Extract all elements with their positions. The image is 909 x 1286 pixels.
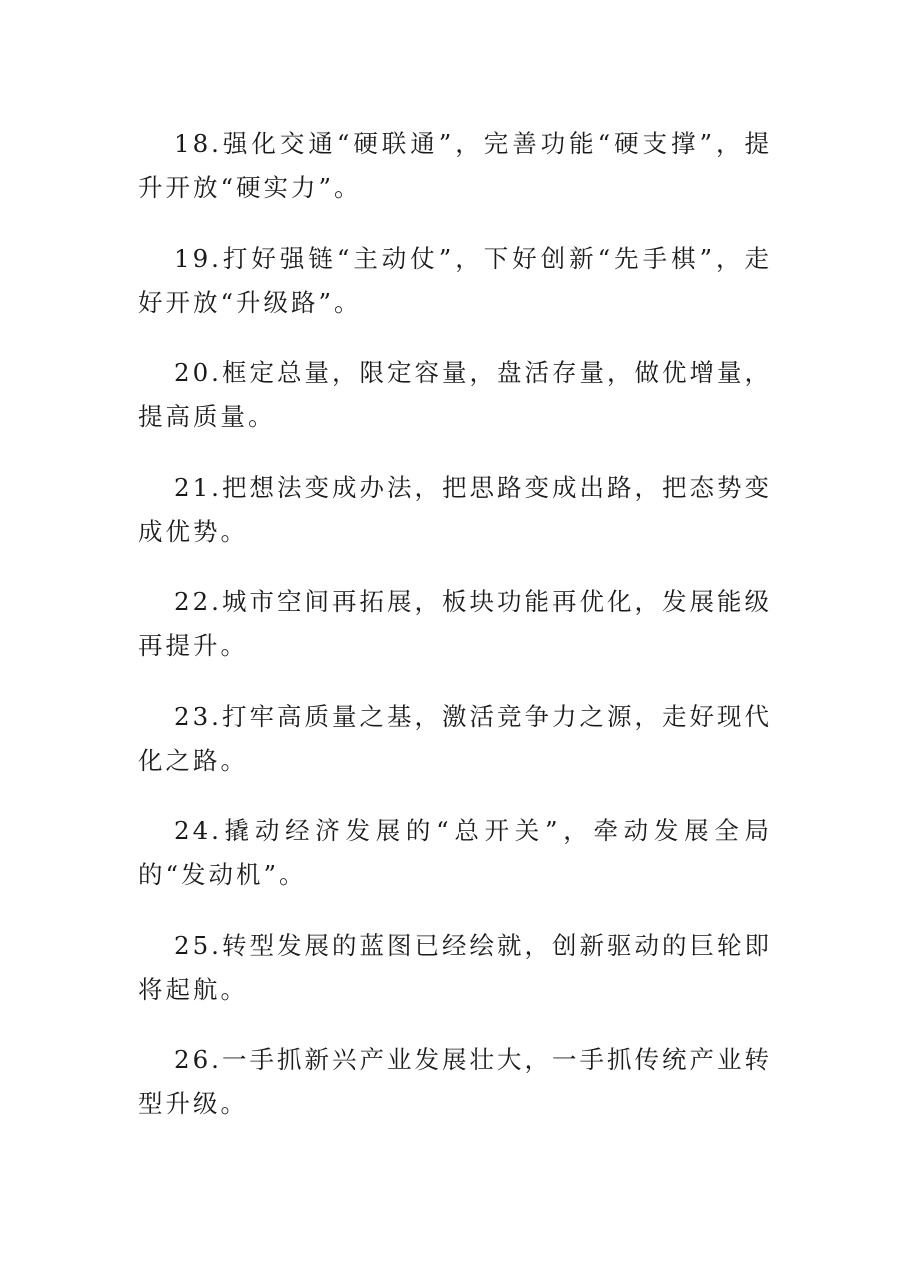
paragraph-21: 21.把想法变成办法，把思路变成出路，把态势变成优势。 — [138, 472, 772, 546]
paragraph-25: 25.转型发展的蓝图已经绘就，创新驱动的巨轮即将起航。 — [138, 930, 772, 1004]
document-body — [138, 122, 772, 1153]
paragraph-18: 18.强化交通“硬联通”，完善功能“硬支撑”，提升开放“硬实力”。 — [138, 129, 772, 202]
paragraph-22: 22.城市空间再拓展，板块功能再优化，发展能级再提升。 — [138, 587, 772, 660]
paragraph-24: 24.撬动经济发展的“总开关”，牵动发展全局的“发动机”。 — [138, 816, 772, 889]
paragraph-19: 19.打好强链“主动仗”，下好创新“先手棋”，走好开放“升级路”。 — [138, 243, 772, 317]
paragraph-20: 20.框定总量，限定容量，盘活存量，做优增量，提高质量。 — [138, 358, 772, 431]
paragraph-26: 26.一手抓新兴产业发展壮大，一手抓传统产业转型升级。 — [138, 1045, 772, 1118]
paragraph-23: 23.打牢高质量之基，激活竞争力之源，走好现代化之路。 — [138, 701, 772, 775]
